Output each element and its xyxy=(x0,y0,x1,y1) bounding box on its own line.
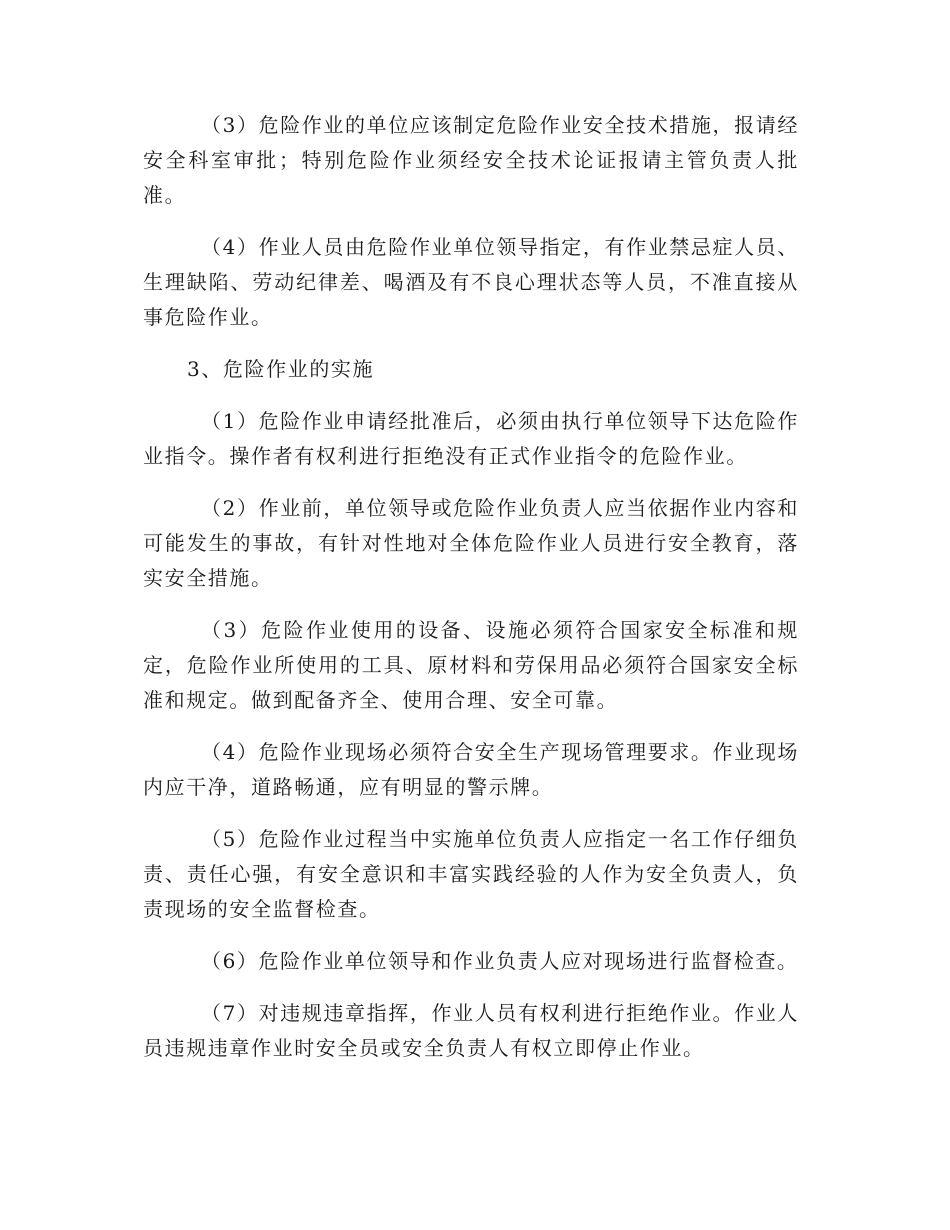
paragraph-item-4-personnel: （4）作业人员由危险作业单位领导指定，有作业禁忌症人员、生理缺陷、劳动纪律差、喝酒及有不良心理状态等人员，不准直接从事危险作业。 xyxy=(143,235,799,329)
paragraph-step-6-inspection: （6）危险作业单位领导和作业负责人应对现场进行监督检查。 xyxy=(201,949,799,973)
document-body xyxy=(143,108,799,1066)
section-heading-implementation: 3、危险作业的实施 xyxy=(187,357,375,381)
paragraph-step-2-safety-education: （2）作业前，单位领导或危险作业负责人应当依据作业内容和可能发生的事故，有针对性地对全体危险作业人员进行安全教育，落实安全措施。 xyxy=(143,496,799,590)
paragraph-step-3-equipment-standards: （3）危险作业使用的设备、设施必须符合国家安全标准和规定，危险作业所使用的工具、原材料和劳保用品必须符合国家安全标准和规定。做到配备齐全、使用合理、安全可靠。 xyxy=(143,618,799,712)
paragraph-step-7-refusal-right: （7）对违规违章指挥，作业人员有权利进行拒绝作业。作业人员违规违章作业时安全员或安全负责人有权立即停止作业。 xyxy=(143,1001,799,1060)
paragraph-item-3-approval: （3）危险作业的单位应该制定危险作业安全技术措施，报请经安全科室审批；特别危险作业须经安全技术论证报请主管负责人批准。 xyxy=(143,113,799,207)
paragraph-step-4-site-requirements: （4）危险作业现场必须符合安全生产现场管理要求。作业现场内应干净，道路畅通，应有明显的警示牌。 xyxy=(143,740,799,799)
paragraph-step-5-safety-supervisor: （5）危险作业过程当中实施单位负责人应指定一名工作仔细负责、责任心强，有安全意识和丰富实践经验的人作为安全负责人，负责现场的安全监督检查。 xyxy=(143,827,799,921)
paragraph-step-1-instruction: （1）危险作业申请经批准后，必须由执行单位领导下达危险作业指令。操作者有权利进行拒绝没有正式作业指令的危险作业。 xyxy=(143,409,799,468)
